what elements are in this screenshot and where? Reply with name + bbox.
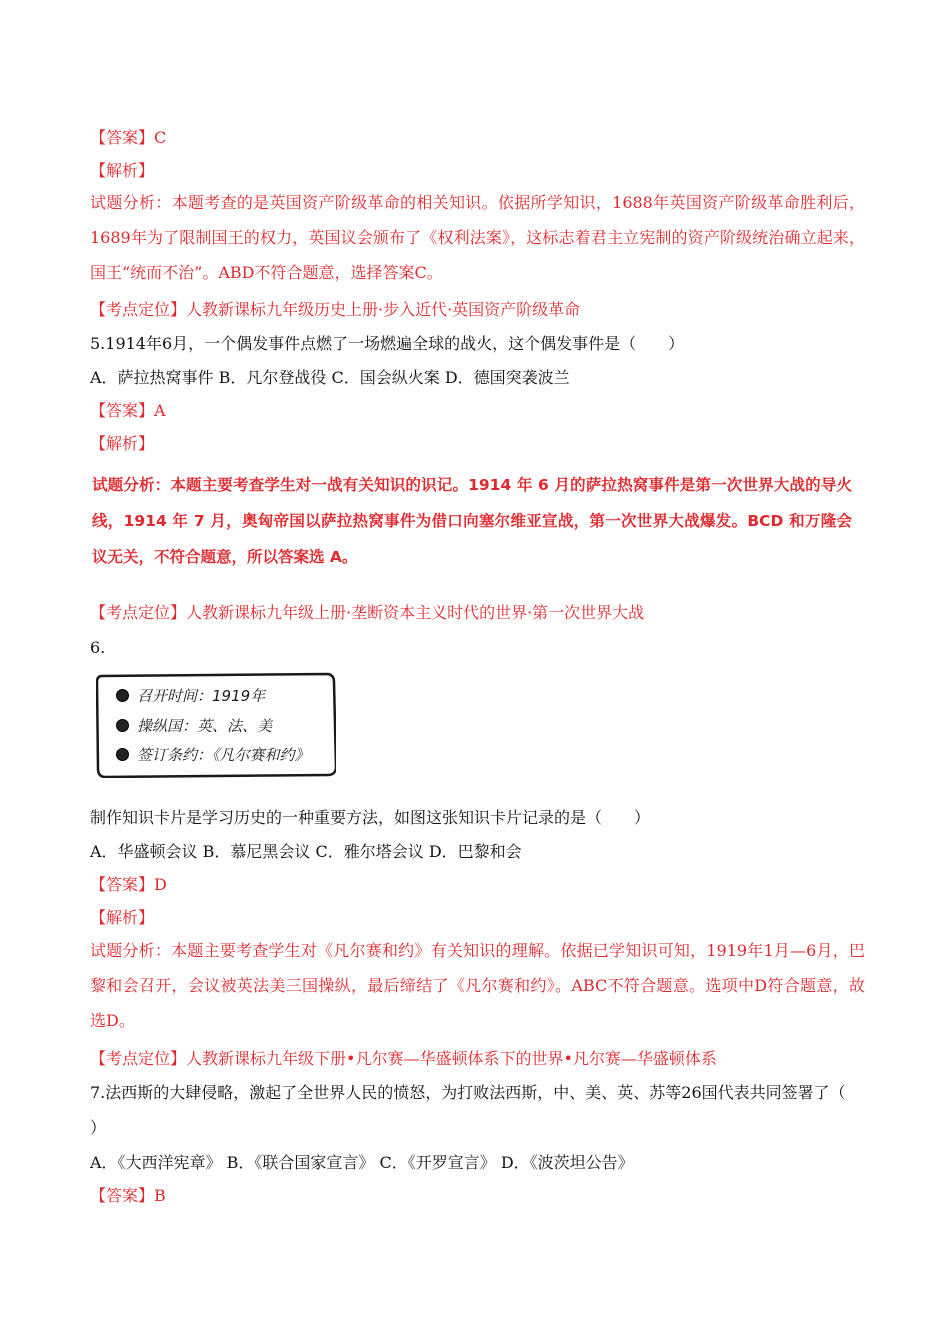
q5-options: A．萨拉热窝事件 B．凡尔登战役 C．国会纵火案 D．德国突袭波兰: [90, 368, 570, 387]
card-row-time-text: 召开时间：1919年: [137, 687, 266, 705]
q7-options: A．《大西洋宪章》 B．《联合国家宣言》 C．《开罗宣言》 D．《波茨坦公告》: [90, 1153, 634, 1172]
card-row-powers-text: 操纵国：英、法、美: [137, 717, 273, 735]
q6-options: A．华盛顿会议 B．慕尼黑会议 C．雅尔塔会议 D．巴黎和会: [90, 842, 522, 861]
card-row-treaty-text: 签订条约：《凡尔赛和约》: [137, 746, 310, 764]
q5-question: 5.1914年6月，一个偶发事件点燃了一场燃遍全球的战火，这个偶发事件是（ ）: [90, 334, 685, 353]
q5-analysis-label: 【解析】: [90, 434, 155, 453]
q5-analysis-text: 试题分析：本题主要考查学生对一战有关知识的识记。1914 年 6 月的萨拉热窝事件是第一次世界大战的导火线，1914 年 7 月，奥匈帝国以萨拉热窝事件为借口向塞尔维亚宣战，第一次世界大战爆发。BCD 和万隆会议无关，不符合题意，所以答案选 A。: [92, 476, 852, 566]
q6-answer: 【答案】D: [90, 875, 167, 894]
q4-analysis-text: 试题分析：本题考查的是英国资产阶级革命的相关知识。依据所学知识，1688年英国资产阶级革命胜利后，1689年为了限制国王的权力，英国议会颁布了《权利法案》，这标志着君主立宪制的资产阶级统治确立起来，国王“统而不治”。ABD不符合题意，选择答案C。: [90, 193, 865, 282]
q7-question-line1: 7.法西斯的大肆侵略，激起了全世界人民的愤怒，为打败法西斯，中、美、英、苏等26国代表共同签署了（: [90, 1083, 846, 1102]
q6-question: 制作知识卡片是学习历史的一种重要方法，如图这张知识卡片记录的是（ ）: [90, 808, 651, 827]
q5-answer: 【答案】A: [90, 401, 166, 420]
bullet-icon: [116, 689, 129, 702]
q7-answer: 【答案】B: [90, 1186, 166, 1205]
q6-analysis-text: 试题分析：本题主要考查学生对《凡尔赛和约》有关知识的理解。依据已学知识可知，1919年1月—6月，巴黎和会召开，会议被英法美三国操纵，最后缔结了《凡尔赛和约》。ABC不符合题意。选项中D符合题意，故选D。: [90, 941, 865, 1030]
card-row-treaty: [116, 745, 310, 765]
knowledge-card: [96, 672, 336, 778]
q7-question-line2: ）: [90, 1118, 107, 1137]
card-row-time: [116, 686, 265, 706]
q4-answer: 【答案】C: [90, 128, 167, 147]
bullet-icon: [116, 719, 129, 732]
q5-kaodian: 【考点定位】人教新课标九年级上册·垄断资本主义时代的世界·第一次世界大战: [90, 603, 645, 622]
q6-analysis-label: 【解析】: [90, 908, 155, 927]
q4-kaodian: 【考点定位】人教新课标九年级历史上册·步入近代·英国资产阶级革命: [90, 300, 581, 319]
q6-number: 6.: [90, 638, 106, 657]
q6-kaodian: 【考点定位】人教新课标九年级下册•凡尔赛—华盛顿体系下的世界•凡尔赛—华盛顿体系: [90, 1049, 717, 1068]
q4-analysis-label: 【解析】: [90, 161, 155, 180]
bullet-icon: [116, 748, 129, 761]
card-row-powers: [116, 716, 272, 736]
